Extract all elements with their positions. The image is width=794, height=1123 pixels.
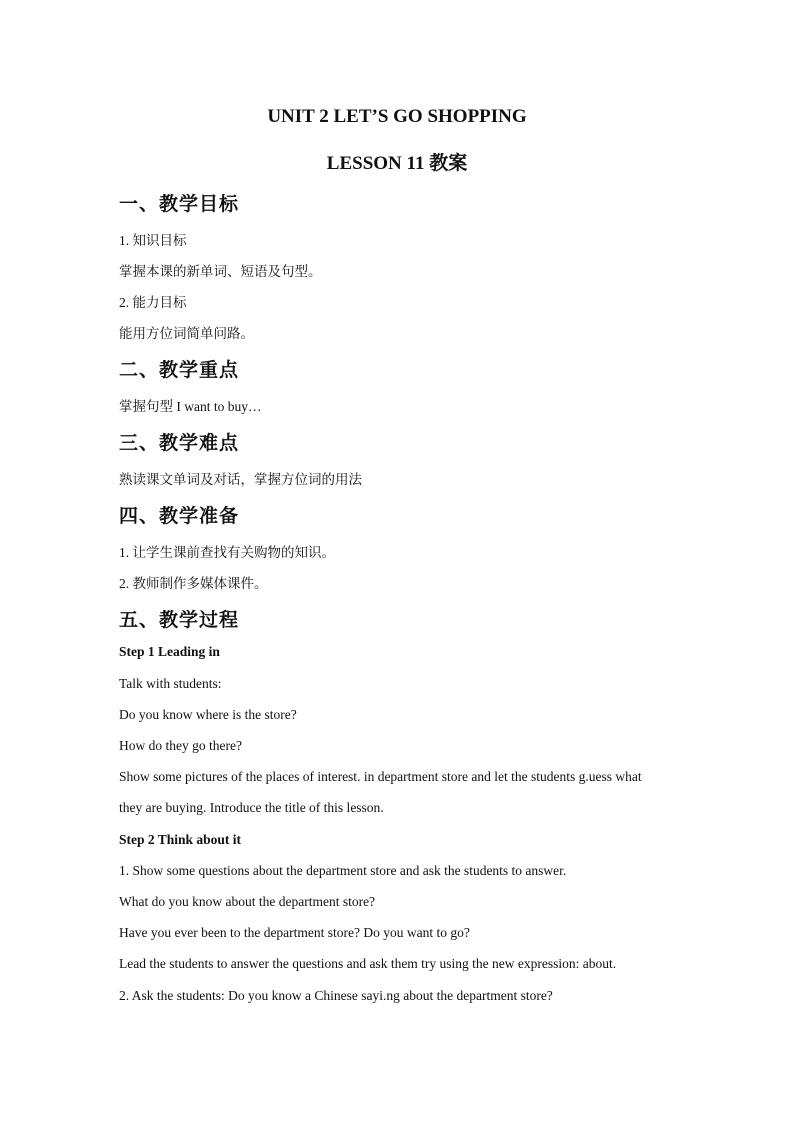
- step-heading-1: Step 1 Leading in: [119, 644, 220, 659]
- section-heading-difficulties: 三、教学难点: [119, 432, 240, 454]
- goals-text-1: 掌握本课的新单词、短语及句型。: [119, 264, 322, 279]
- process-line: Have you ever been to the department store? Do you want to go?: [119, 925, 470, 940]
- section-heading-keypoints: 二、教学重点: [119, 359, 240, 381]
- section-heading-preparation: 四、教学准备: [119, 505, 240, 527]
- step-heading-2: Step 2 Think about it: [119, 832, 242, 847]
- process-line: Show some pictures of the places of interest. in department store and let the students g.uess what: [119, 769, 642, 784]
- preparation-item-2: 2. 教师制作多媒体课件。: [119, 576, 268, 591]
- keypoints-text: 掌握句型 I want to buy…: [119, 399, 262, 414]
- difficulties-text: 熟读课文单词及对话，掌握方位词的用法: [119, 472, 362, 487]
- preparation-item-1: 1. 让学生课前查找有关购物的知识。: [119, 545, 335, 560]
- process-line: 1. Show some questions about the department store and ask the students to answer.: [119, 863, 567, 878]
- title-unit: UNIT 2 LET’S GO SHOPPING: [267, 106, 527, 127]
- process-line: How do they go there?: [119, 738, 242, 753]
- process-line: Lead the students to answer the questions and ask them try using the new expression: about.: [119, 956, 617, 971]
- process-line: Do you know where is the store?: [119, 707, 297, 722]
- goals-item-2: 2. 能力目标: [119, 295, 187, 310]
- section-heading-process: 五、教学过程: [119, 609, 240, 631]
- goals-item-1: 1. 知识目标: [119, 233, 187, 248]
- process-line: Talk with students:: [119, 676, 222, 691]
- process-line: they are buying. Introduce the title of this lesson.: [119, 800, 384, 815]
- title-lesson: LESSON 11 教案: [326, 153, 468, 174]
- goals-text-2: 能用方位词简单问路。: [119, 326, 254, 341]
- process-line: 2. Ask the students: Do you know a Chinese sayi.ng about the department store?: [119, 988, 553, 1003]
- process-line: What do you know about the department store?: [119, 894, 376, 909]
- section-heading-goals: 一、教学目标: [119, 193, 240, 215]
